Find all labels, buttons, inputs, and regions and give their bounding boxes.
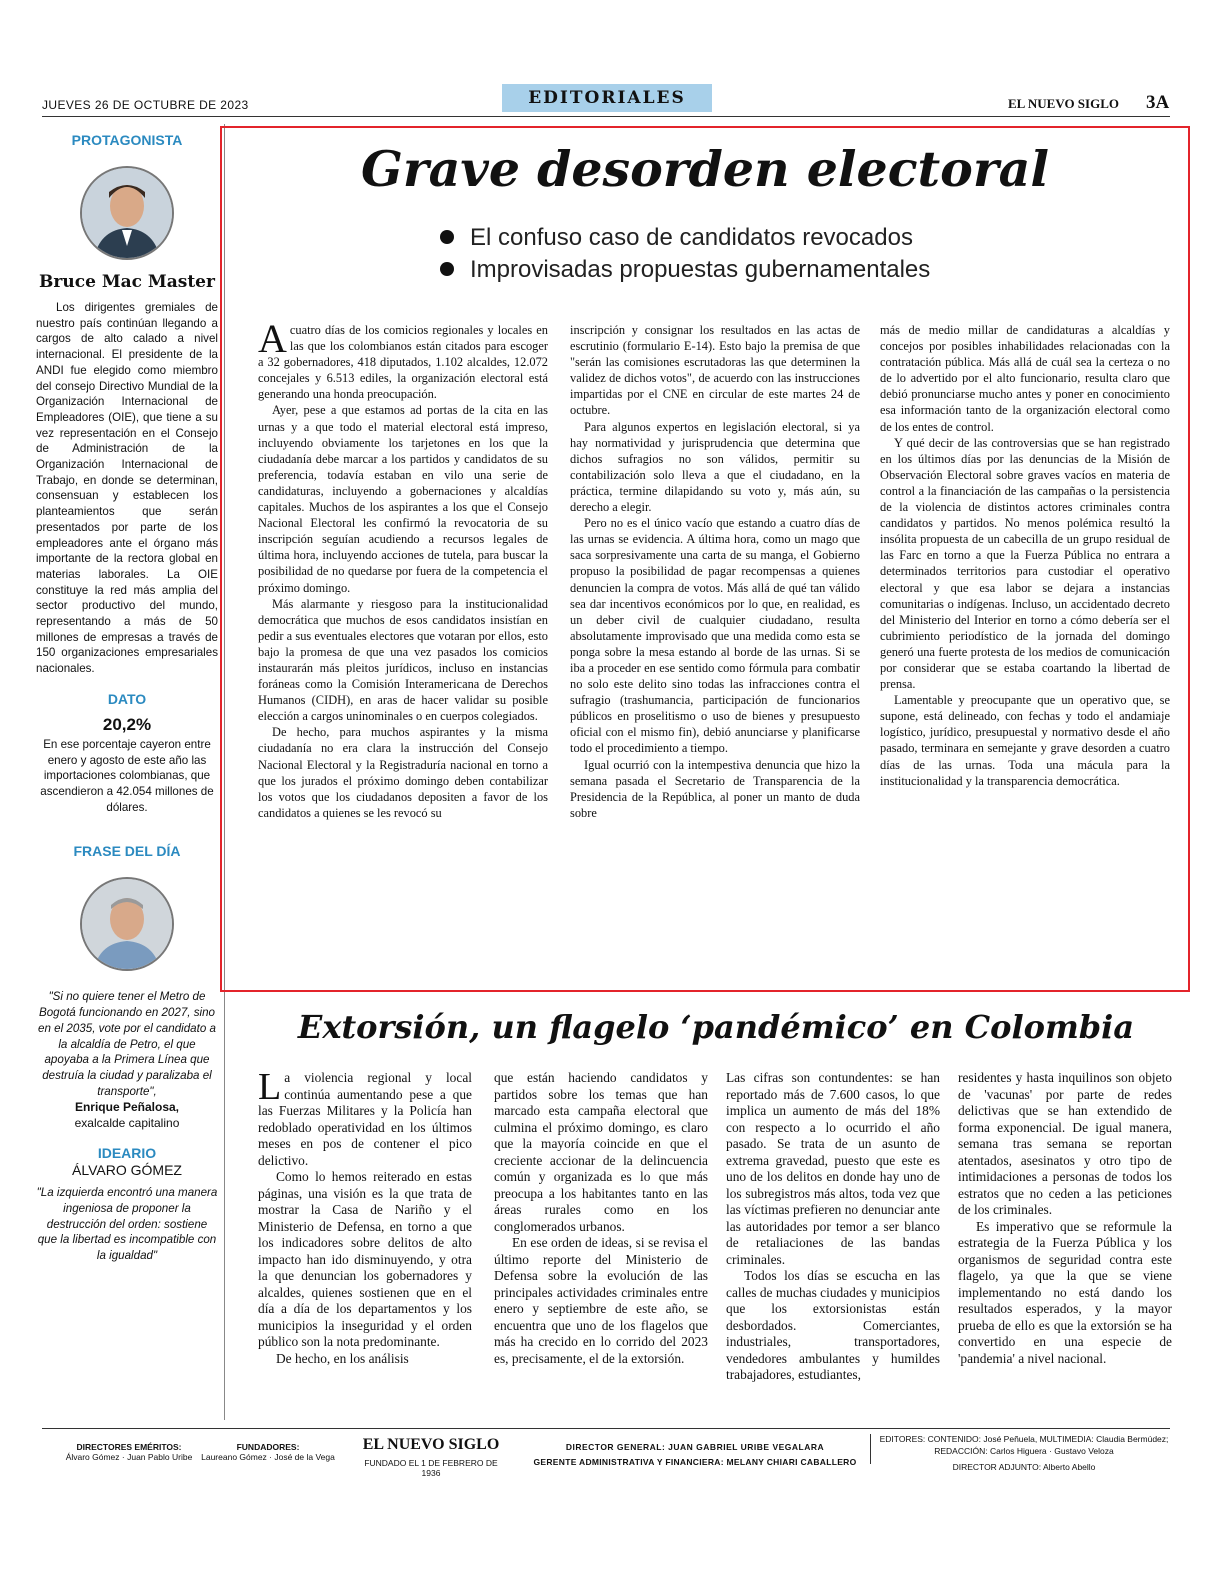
editorial-title: Grave desorden electoral — [360, 140, 1050, 198]
ideario-heading: IDEARIO — [97, 1145, 157, 1162]
paragraph: residentes y hasta inquilinos son objeto de 'vacunas' por parte de redes delictivas que se han extendido de forma exponencial. De igual manera, semana tras semana se reportan atentados, asesinatos y otro tipo de intimidaciones a personas de todos los estratos que no ceden a las peticiones de los criminales. — [958, 1070, 1172, 1217]
ideario-author: ÁLVARO GÓMEZ — [72, 1162, 182, 1179]
protagonista-photo-icon — [80, 166, 174, 260]
subhead-2: Improvisadas propuestas gubernamentales — [440, 254, 930, 286]
paragraph: Lamentable y preocupante que un operativo que, se supone, está delineado, con fechas y todo el andamiaje logístico, jurídico, presupuestal y normativo desde el año pasado, terminara en semejante y grave desorden a cuatro días de las urnas. Toda una mácula para la institucionalidad y la transparencia democrática. — [880, 693, 1170, 788]
paragraph: Todos los días se escucha en las calles de muchas ciudades y municipios que los extorsionistas están desbordados. Comerciantes, industriales, transportadores, vendedores ambulantes y humildes trabajadores, estudiantes, — [726, 1268, 940, 1382]
protagonista-name: Bruce Mac Master — [39, 272, 215, 292]
footer-brand: EL NUEVO SIGLO FUNDADO EL 1 DE FEBRERO DE 1936 — [356, 1436, 506, 1478]
issue-date: JUEVES 26 DE OCTUBRE DE 2023 — [42, 98, 249, 112]
paragraph: En ese orden de ideas, si se revisa el último reporte del Ministerio de Defensa sobre la evolución de las principales actividades criminales entre enero y septiembre de este año, se encuentra que uno de los flagelos que más ha crecido en lo corrido del 2023 es, precisamente, el de la extorsión. — [494, 1235, 708, 1366]
footer-divider — [870, 1434, 871, 1464]
paragraph: Para algunos expertos en legislación electoral, si ya hay normatividad y jurisprudencia que determina que dichos sufragios no son válidos, permitir su contabilización solo lleva a que el ciudadano, en la práctica, termine dilapidando su voto y, más aún, su derecho a elegir. — [570, 419, 860, 515]
protagonista-heading: PROTAGONISTA — [71, 132, 183, 148]
drop-cap: A — [258, 316, 287, 361]
dato-text: En ese porcentaje cayeron entre enero y agosto de este año las importaciones colombianas, que ascendieron a 42.054 millones de dólares. — [40, 737, 214, 814]
frase-photo-icon — [80, 877, 174, 971]
paragraph: Más alarmante y riesgoso para la institucionalidad democrática que muchos de esos candidatos insistían en pedir a sus eventuales electores que votaran por ellos, esto bajo la promesa de que una vez pasados los comicios instaurarán más pleitos jurídicos, incluso en instancias foráneas como la Comisión Interamericana de Derechos Humanos (CIDH), en aras de hacer validar su posible elección a cargos uninominales o en cuerpos colegiados. — [258, 596, 548, 724]
footer-staff: DIRECTOR GENERAL: JUAN GABRIEL URIBE VEGALARA GERENTE ADMINISTRATIVA Y FINANCIERA: MELANY CHIARI CABALLERO — [533, 1442, 857, 1467]
paragraph: inscripción y consignar los resultados en las actas de escrutinio (formulario E-14). Esto bajo la premisa de que "serán las comisiones escrutadoras las que determinen la validez de dichos votos", de acuerdo con las instrucciones impartidas por el CNE en circular de este martes 24 de octubre. — [570, 323, 860, 418]
newspaper-logo: EL NUEVO SIGLO — [1008, 96, 1119, 111]
paragraph: Las cifras son contundentes: se han reportado más de 7.600 casos, lo que implica un aumento de más del 18% con respecto a lo ocurrido el año pasado. Se trata de un asunto de extrema gravedad, puesto que este es uno de los delitos en donde hay uno de los subregistros más altos, toda vez que las víctimas prefieren no denunciar ante las autoridades por temor a ser blanco de retaliaciones de las bandas criminales. — [726, 1070, 940, 1267]
frase-author: Enrique Peñalosa, — [74, 1100, 180, 1115]
page-number: 3A — [1146, 92, 1170, 113]
section-title: EDITORIALES — [502, 84, 712, 112]
paragraph: La violencia regional y local continúa aumentando pese a que las Fuerzas Militares y la Policía han redoblado operatividad en los últimos meses en pos de contener el pico delictivo. — [258, 1066, 472, 1168]
editorial-2-column-4 — [958, 1070, 1172, 1367]
ideario-quote: "La izquierda encontró una manera ingeniosa de proponer la destrucción del orden: sostiene que la libertad es incompatible con la igualdad" — [36, 1186, 218, 1263]
footer-rule — [42, 1428, 1170, 1429]
footer-editores: EDITORES: CONTENIDO: José Peñuela, MULTIMEDIA: Claudia Bermúdez; REDACCIÓN: Carlos Higuera · Gustavo Veloza DIRECTOR ADJUNTO: Alberto Abello — [879, 1434, 1169, 1472]
footer-directores: DIRECTORES EMÉRITOS: Álvaro Gómez · Juan Pablo Uribe — [65, 1442, 193, 1462]
editorial-column-1 — [258, 316, 548, 821]
frase-role: exalcalde capitalino — [74, 1116, 180, 1131]
paragraph: Pero no es el único vacío que estando a cuatro días de las urnas se evidencia. A última hora, como un mago que saca sorpresivamente una carta de su manga, el Gobierno propuso la posibilidad de pagar recompensas a quienes denuncien la compra de votos. Más allá de qué tan válido sea dar incentivos económicos por lo que, en realidad, es un deber civil de cualquier ciudadano, resulta absolutamente improvisado que una medida como esta se ponga sobre la mesa estando al borde de las urnas. Si se iba a proceder en ese sentido como fórmula para combatir no solo este delito sino todas las infracciones contra el sufragio (trashumancia, participación de funcionarios públicos en proselitismo o uso de bienes y presupuesto oficial con el mismo fin), debió anunciarse y planificarse todo el procedimiento a tiempo. — [570, 516, 860, 756]
editorial-2-column-1 — [258, 1066, 472, 1367]
editorial-2-column-3 — [726, 1070, 940, 1384]
header-rule — [42, 116, 1170, 117]
dato-value: 20,2% — [102, 714, 152, 734]
footer-logo: EL NUEVO SIGLO — [362, 1436, 500, 1453]
frase-quote: "Si no quiere tener el Metro de Bogotá funcionando en 2027, sino en el 2035, vote por el candidato a la alcaldía de Petro, el que apoyaba a la Primera Línea que destruía la ciudad y paralizaba el transporte", — [38, 990, 216, 1098]
paragraph: Ayer, pese a que estamos ad portas de la cita en las urnas y a que todo el material electoral está impreso, incluyendo obviamente los tarjetones en los que la ciudadanía debe marcar a los partidos y candidatos de su preferencia, todavía estaban en vilo una serie de candidaturas, incluyendo a gobernaciones y alcaldías capitales. Muchos de los aspirantes a los que el Consejo Nacional Electoral les confirmó la revocatoria de su inscripción seguían acudiendo a recursos legales de última hora, incluyendo acciones de tutela, para buscar la posibilidad de no quedarse por fuera de la competencia el próximo domingo. — [258, 403, 548, 595]
paragraph: Acuatro días de los comicios regionales y locales en las que los colombianos están citados para escoger a 32 gobernadores, 418 diputados, 1.102 alcaldes, 12.072 concejales y 6.513 ediles, la organización electoral está generando una honda preocupación. — [258, 316, 548, 402]
subhead-1: El confuso caso de candidatos revocados — [440, 222, 930, 254]
paragraph: más de medio millar de candidaturas a alcaldías y concejos por posibles inhabilidades relacionadas con la contratación pública. Más allá de cuál sea la certeza o no de lo advertido por el alto funcionario, resulta claro que debió pronunciarse mucho antes y poner en conocimiento esa información tanto de la organización electoral como de los entes de control. — [880, 323, 1170, 434]
protagonista-text: Los dirigentes gremiales de nuestro país continúan llegando a cargos de alto calado a nivel internacional. El presidente de la ANDI fue elegido como miembro del consejo Directivo Mundial de la Organización Internacional de Empleadores (OIE), que tiene a su vez representación en el Consejo de Administración de la Organización Internacional de Trabajo, en donde se determinan, consensuan y establecen los planteamientos que serán presentados por parte de los empleadores ante el órgano más importante de la rectora global en materias laborales. La OIE constituye la red más amplia del sector productivo del mundo, representando a más de 50 millones de empresas a través de 150 organizaciones empresariales nacionales. — [36, 301, 218, 676]
paragraph: De hecho, para muchos aspirantes y la misma ciudadanía no era clara la instrucción del Consejo Nacional Electoral y la Registraduría nacional en torno a que los jurados el próximo domingo deben contabilizar los votos que los ciudadanos depositen a favor de los candidatos a quienes se les revocó su — [258, 725, 548, 820]
editorial-2-title: Extorsión, un flagelo ‘pandémico’ en Colombia — [297, 1008, 1135, 1046]
paragraph: que están haciendo candidatos y partidos sobre los temas que han marcado esta campaña electoral que culmina el próximo domingo, es claro que la mayoría coincide en que el creciente accionar de la delincuencia común y organizada es lo que más preocupa a los habitantes tanto en las áreas rurales como en los conglomerados urbanos. — [494, 1070, 708, 1234]
paragraph: Igual ocurrió con la intempestiva denuncia que hizo la semana pasada el Secretario de Transparencia de la Presidencia de la República, al poner un manto de duda sobre — [570, 757, 860, 820]
dato-heading: DATO — [107, 690, 147, 707]
drop-cap: L — [258, 1066, 282, 1108]
editorial-2-column-2 — [494, 1070, 708, 1367]
paragraph: Y qué decir de las controversias que se han registrado en los últimos días por las denuncias de la Misión de Observación Electoral sobre graves vacíos en materia de control a la financiación de las campañas o la persistencia de la violencia de distintos actores criminales contra candidatos y partidos. No menos polémica resultó la insólita propuesta de un cabecilla de un grupo residual de las Farc en torno a que la Fuerza Pública no entrara a determinados territorios para custodiar el operativo electoral y que esa labor se dejara a instancias comunitarias o indígenas. Incluso, un accidentado decreto del Ministerio del Interior en torno a cómo debería ser el cubrimiento periodístico de la jornada del domingo generó una fuerte protesta de los medios de comunicación por considerar que se estaba coartando la libertad de prensa. — [880, 435, 1170, 692]
paragraph: De hecho, en los análisis — [276, 1350, 409, 1366]
footer-fundadores: FUNDADORES: Laureano Gómez · José de la Vega — [201, 1442, 335, 1462]
paragraph: Como lo hemos reiterado en estas páginas, una visión es la que trata de mostrar la Casa de Nariño y el Ministerio de Defensa, en torno a que los indicadores sobre delitos de alto impacto han ido disminuyendo, y otra la que denuncian los gobernadores y alcaldes, quienes sostienen que en el día a día de los departamentos y los municipios la inseguridad y el orden público son la nota predominante. — [258, 1169, 472, 1349]
bullet-icon — [440, 230, 454, 244]
frase-heading: FRASE DEL DÍA — [73, 843, 181, 860]
editorial-column-2 — [570, 322, 860, 821]
paragraph: Es imperativo que se reformule la estrategia de la Fuerza Pública y los organismos de seguridad contra este flagelo, ya que la que se viene implementando no está dando los resultados esperados, y la mayor prueba de ello es que la extorsión se ha convertido en una especie de 'pandemia' a nivel nacional. — [958, 1218, 1172, 1366]
sidebar — [36, 120, 218, 1264]
bullet-icon — [440, 262, 454, 276]
editorial-column-3 — [880, 322, 1170, 789]
editorial-subheads — [440, 222, 930, 286]
